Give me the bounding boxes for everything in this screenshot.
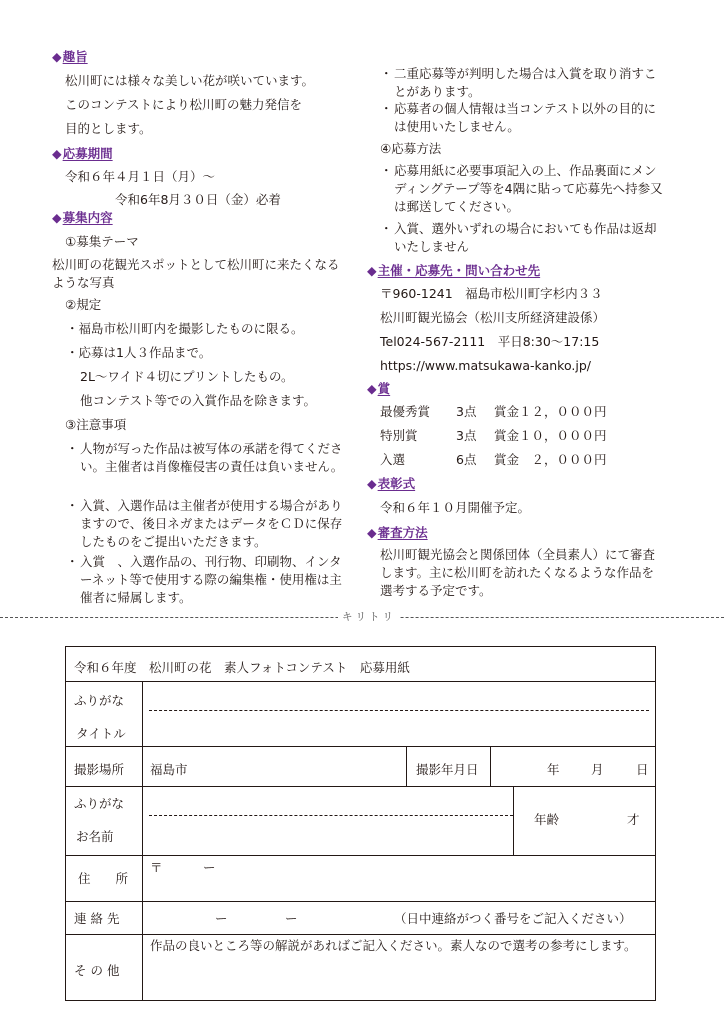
label-address: 住 所 (78, 871, 129, 886)
bullet: ・ (66, 441, 79, 456)
diamond-icon: ◆ (52, 49, 62, 64)
notes-title: ③注意事項 (65, 417, 127, 432)
form-col-rule (142, 681, 143, 1000)
date-day: 日 (636, 762, 649, 777)
prize-name: 最優秀賞 (380, 404, 431, 419)
form-col-rule (513, 786, 514, 855)
diamond-icon: ◆ (52, 146, 62, 161)
heading-judging: ◆審査方法 (367, 525, 428, 540)
purpose-line-3: 目的とします。 (65, 121, 152, 136)
theme-title: ①募集テーマ (65, 234, 139, 249)
diamond-icon: ◆ (367, 525, 377, 540)
label-furigana: ふりがな (74, 693, 125, 708)
contact-url: https://www.matsukawa-kanko.jp/ (380, 358, 591, 373)
rule-2: ・応募は1人３作品まで。 (66, 345, 212, 360)
place-value: 福島市 (150, 762, 188, 777)
method-1: 応募用紙に必要事項記入の上、作品裏面にメンディングテープ等を4隅に貼って応募先へ持参又は郵送してください。 (394, 163, 663, 214)
diamond-icon: ◆ (367, 263, 377, 278)
rule-sub-1: 2L～ワイド４切にプリントしたもの。 (80, 369, 294, 384)
phone-dash-1: ー (215, 911, 228, 926)
form-rule (66, 901, 655, 902)
bullet: ・ (380, 101, 393, 116)
bullet: ・ (66, 498, 79, 513)
rules-title: ②規定 (65, 297, 102, 312)
form-rule (66, 786, 655, 787)
form-col-rule (406, 746, 407, 786)
label-place: 撮影場所 (74, 762, 125, 777)
purpose-line-1: 松川町には様々な美しい花が咲いています。 (65, 73, 315, 88)
contact-tel: Tel024-567-2111 平日8:30～17:15 (380, 334, 600, 349)
diamond-icon: ◆ (367, 476, 377, 491)
form-title: 令和６年度 松川町の花 素人フォトコンテスト 応募用紙 (74, 660, 410, 675)
cut-label: キリトリ (338, 609, 400, 625)
prize-amount: 賞金 ２，０００円 (494, 452, 607, 467)
heading-purpose: ◆趣旨 (52, 49, 88, 64)
postal-dash: ー (203, 860, 216, 875)
label-furigana: ふりがな (74, 796, 125, 811)
heading-contact: ◆主催・応募先・問い合わせ先 (367, 263, 541, 278)
age-unit: 才 (627, 812, 640, 827)
note-cont-2: 応募者の個人情報は当コンテスト以外の目的には使用いたしません。 (394, 101, 657, 134)
diamond-icon: ◆ (52, 210, 62, 225)
other-note: 作品の良いところ等の解説があればご記入ください。素人なので選考の参考にします。 (150, 938, 637, 953)
prize-name: 入選 (380, 452, 406, 467)
prize-amount: 賞金１０，０００円 (494, 428, 607, 443)
form-rule (66, 746, 655, 747)
note-3: 入賞 、入選作品の、刊行物、印刷物、インターネット等で使用する際の編集権・使用権は主催者に帰属します。 (80, 554, 342, 605)
date-month: 月 (591, 762, 604, 777)
postal-mark: 〒 (150, 860, 163, 875)
heading-period: ◆応募期間 (52, 146, 113, 161)
phone-dash-2: ー (285, 911, 298, 926)
prize-count: 6点 (456, 452, 477, 467)
prize-amount: 賞金１２，０００円 (494, 404, 607, 419)
note-1: 人物が写った作品は被写体の承諾を得てください。主催者は肖像権侵害の責任は負いません。 (80, 441, 344, 474)
label-age: 年齢 (534, 812, 560, 827)
note-cont-1: 二重応募等が判明した場合は入賞を取り消すことがあります。 (394, 66, 657, 99)
period-start: 令和６年４月１日（月）～ (65, 169, 216, 184)
bullet: ・ (380, 66, 393, 81)
method-title: ④応募方法 (380, 141, 442, 156)
form-col-rule (490, 746, 491, 786)
contact-address: 〒960-1241 福島市松川町字杉内３３ (380, 286, 603, 301)
note-2: 入賞、入選作品は主催者が使用する場合がありますので、後日ネガまたはデータをＣＤに保存したものをご提出いただきます。 (80, 498, 343, 549)
heading-content: ◆募集内容 (52, 210, 113, 225)
prize-count: 3点 (456, 428, 477, 443)
bullet: ・ (66, 554, 79, 569)
purpose-line-2: このコンテストにより松川町の魅力発信を (65, 97, 303, 112)
form-dashed-rule (149, 815, 513, 816)
prize-count: 3点 (456, 404, 477, 419)
bullet: ・ (380, 163, 393, 178)
heading-ceremony: ◆表彰式 (367, 476, 416, 491)
diamond-icon: ◆ (367, 381, 377, 396)
date-year: 年 (547, 762, 560, 777)
rule-1: ・福島市松川町内を撮影したものに限る。 (66, 321, 304, 336)
period-end: 令和6年8月３０日（金）必着 (115, 192, 281, 207)
form-dashed-rule (149, 710, 649, 711)
prize-name: 特別賞 (380, 428, 418, 443)
label-date: 撮影年月日 (416, 762, 479, 777)
rule-sub-2: 他コンテスト等での入賞作品を除きます。 (80, 393, 317, 408)
method-2: 入賞、選外いずれの場合においても作品は返却いたしません (394, 221, 657, 254)
bullet: ・ (380, 221, 393, 236)
ceremony-text: 令和６年１０月開催予定。 (380, 500, 531, 515)
contact-org: 松川町観光協会（松川支所経済建設係） (380, 310, 606, 325)
judging-text: 松川町観光協会と関係団体（全員素人）にて審査します。主に松川町を訪れたくなるような作品を選考する予定です。 (380, 547, 656, 598)
label-title: タイトル (76, 726, 126, 741)
contact-note: （日中連絡がつく番号をご記入ください） (394, 911, 632, 926)
form-rule (66, 855, 655, 856)
heading-prizes: ◆賞 (367, 381, 391, 396)
label-contact: 連 絡 先 (74, 911, 120, 926)
form-rule (66, 681, 655, 682)
application-form (65, 646, 656, 1001)
label-other: そ の 他 (74, 963, 120, 978)
form-rule (66, 934, 655, 935)
label-name: お名前 (76, 829, 114, 844)
theme-text: 松川町の花観光スポットとして松川町に来たくなるような写真 (52, 257, 340, 290)
